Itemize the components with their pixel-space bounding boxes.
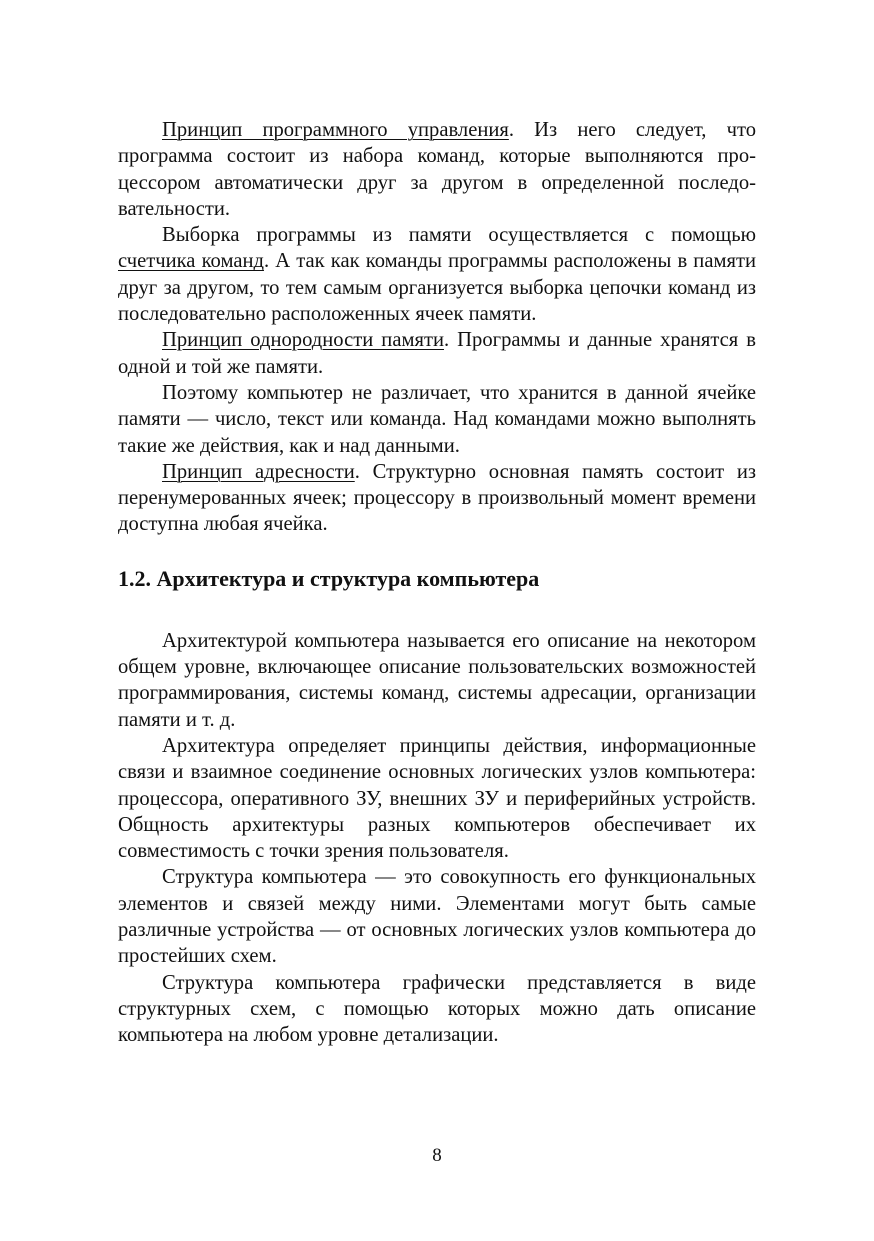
paragraph-program-control-principle [118, 117, 756, 222]
paragraph-text: . Структурно основная память состоит из перенумерованных ячеек; процессору в произвольный момент времени доступна любая ячейка. [118, 460, 757, 536]
term-program-control-principle: Принцип программного управления [162, 119, 509, 141]
section-heading: 1.2. Архитектура и структура компьютера [118, 565, 540, 591]
term-memory-homogeneity-principle: Принцип однородности памяти [162, 329, 444, 352]
term-addressing-principle: Принцип адресности [162, 460, 355, 483]
paragraph-memory-homogeneity-principle [118, 327, 756, 380]
paragraph-architecture-principles: Архитектура определяет принципы действия, информационные связи и взаимное соединение основных логических узлов компьютера: процессора, оперативного ЗУ, внешних ЗУ и периферийных устройств. Общность архитектуры разных компьютеров обеспечивает их совместимость с точки зрения пользователя. [118, 734, 756, 863]
paragraph-text: . Из него следует, что программа состоит из набора команд, которые выполняются процессором автоматически друг за другом в определенной последовательности. [118, 119, 756, 220]
paragraph-program-fetch [118, 222, 756, 327]
paragraph-structure-diagrams: Структура компьютера графически представляется в виде структурных схем, с помощью которых можно дать описание компьютера на любом уровне детализации. [118, 971, 756, 1047]
page-content [118, 117, 756, 1049]
paragraph-text: . А так как команды программы расположены в памяти друг за другом, то тем самым организуется выборка цепочки команд из последовательно расположенных ячеек памяти. [118, 250, 756, 326]
paragraph-addressing-principle [118, 459, 756, 538]
paragraph-architecture-definition: Архитектурой компьютера называется его описание на некотором общем уровне, включающее описание пользовательских возможностей программирования, системы команд, системы адресации, организации памяти и т. д. [118, 629, 756, 731]
page-number: 8 [432, 1145, 442, 1166]
paragraph-text: Выборка программы из памяти осуществляется с помощью [162, 224, 756, 247]
paragraph-structure-definition: Структура компьютера — это совокупность его функциональных элементов и связей между ними. Элементами могут быть самые различные устройства — от основных логических узлов компьютера до простейших схем. [118, 866, 756, 968]
paragraph-text: . Программы и данные хранятся в одной и той же памяти. [118, 329, 756, 378]
paragraph-memory-content: Поэтому компьютер не различает, что хранится в данной ячейке памяти — число, текст или команда. Над командами можно выполнять такие же действия, как и над данными. [118, 381, 756, 457]
term-instruction-counter: счетчика команд [118, 250, 264, 273]
